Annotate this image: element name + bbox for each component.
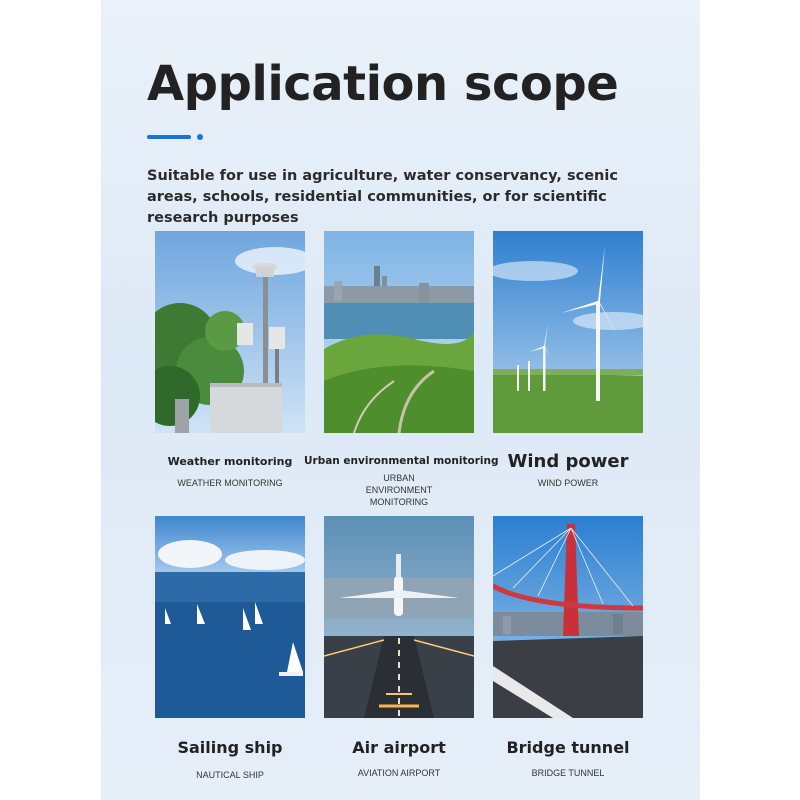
- card-label: Wind power: [507, 451, 629, 472]
- cable-bridge-road-photo: [493, 516, 643, 718]
- card-bridge-tunnel: [493, 516, 643, 778]
- card-weather-monitoring: [155, 231, 305, 488]
- description-text: Suitable for use in agriculture, water conservancy, scenic areas, schools, residential communities, or for scientific research purposes: [147, 168, 618, 226]
- card-air-airport: [324, 516, 474, 778]
- city-lake-park-photo: [324, 231, 474, 433]
- weather-station-photo: [155, 231, 305, 433]
- card-label: Air airport: [352, 738, 446, 757]
- card-sailing-ship: [155, 516, 305, 780]
- card-sublabel: URBAN ENVIRONMENT MONITORING: [365, 473, 433, 507]
- card-sublabel: AVIATION AIRPORT: [357, 768, 441, 778]
- card-label: Sailing ship: [177, 738, 283, 757]
- card-label: Weather monitoring: [167, 455, 293, 468]
- card-label: Bridge tunnel: [506, 738, 630, 757]
- wind-turbines-photo: [493, 231, 643, 433]
- card-sublabel: WEATHER MONITORING: [177, 478, 283, 488]
- card-sublabel: NAUTICAL SHIP: [196, 770, 264, 780]
- sailboats-sea-photo: [155, 516, 305, 718]
- accent-dot: [197, 134, 203, 140]
- accent-bar: [147, 135, 191, 139]
- card-sublabel: BRIDGE TUNNEL: [531, 768, 605, 778]
- page-title: Application scope: [147, 56, 619, 112]
- card-urban-environmental-monitoring: [304, 231, 499, 507]
- airplane-runway-photo: [324, 516, 474, 718]
- card-sublabel: WIND POWER: [537, 478, 599, 488]
- card-label: Urban environmental monitoring: [304, 455, 499, 467]
- card-wind-power: [493, 231, 643, 488]
